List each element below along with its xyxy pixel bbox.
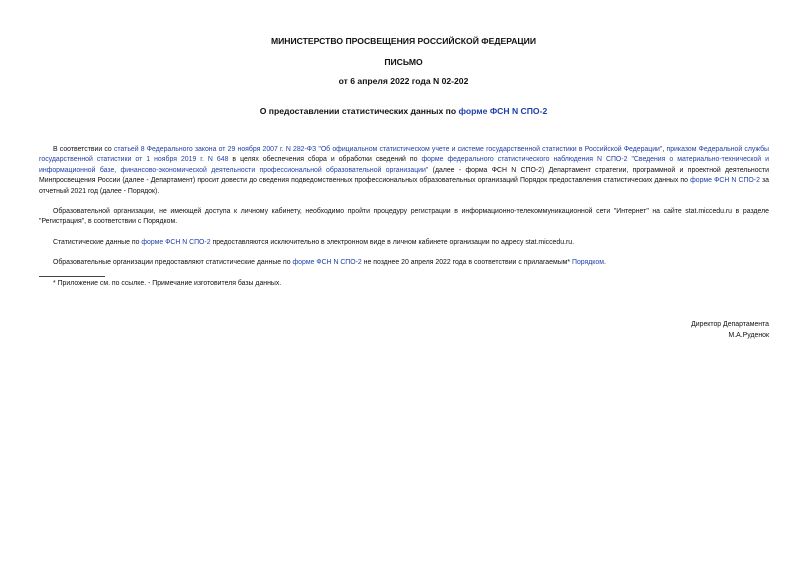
ministry-heading: МИНИСТЕРСТВО ПРОСВЕЩЕНИЯ РОССИЙСКОЙ ФЕДЕРАЦИИ: [270, 36, 537, 46]
signature-name: М.А.Руденок: [728, 332, 769, 339]
p3-text-2: предоставляются исключительно в электронном виде в личном кабинете организации по адресу stat.miccedu.ru.: [210, 239, 574, 246]
paragraph-1: [39, 145, 769, 197]
paragraph-3: [39, 238, 769, 248]
document-title: [0, 106, 807, 116]
signature-position: Директор Департамента: [691, 321, 769, 328]
procedure-link[interactable]: Порядком: [572, 259, 604, 266]
title-prefix: О предоставлении статистических данных по: [259, 106, 459, 116]
law-article-link[interactable]: статьей 8 Федерального закона от 29 ноября 2007 г. N 282-ФЗ "Об официальном статистическом учете и системе государственной статистики в Российской Федерации": [113, 146, 663, 153]
doc-type-heading: ПИСЬМО: [384, 57, 423, 67]
rosstat-order-link[interactable]: приказом Федеральной службы государственной статистики от 1 ноября 2019 г. N 648: [39, 146, 769, 164]
title-form-link[interactable]: форме ФСН N СПО-2: [458, 106, 548, 116]
form-spo2-link-2[interactable]: форме ФСН N СПО-2: [141, 239, 211, 246]
form-spo2-link-3[interactable]: форме ФСН N СПО-2: [292, 259, 362, 266]
p1-text-3: в целях обеспечения сбора и обработки сведений по: [228, 156, 422, 164]
p4-text-1: Образовательные организации предоставляют статистические данные по: [53, 259, 293, 266]
p1-text-1: В соответствии со: [53, 146, 114, 153]
p1-text-5: за отчетный 2021 год (далее - Порядок).: [39, 177, 770, 195]
p1-text-2: ,: [662, 146, 667, 153]
footnote-separator: [39, 276, 105, 277]
form-spo2-full-link[interactable]: форме федерального статистического наблюдения N СПО-2 "Сведения о материально-технической и информационной базе, финансово-экономической деятельности профессиональной образовательной организации": [39, 156, 769, 174]
paragraph-2: Образовательной организации, не имеющей доступа к личному кабинету, необходимо пройти процедуру регистрации в информационно-телекоммуникационной сети "Интернет" на сайте stat.miccedu.ru в разделе "Регистрация", в соответствии с Порядком.: [39, 208, 769, 226]
form-spo2-link-1[interactable]: форме ФСН N СПО-2: [690, 177, 760, 185]
p3-text-1: Статистические данные по: [53, 239, 142, 246]
footnote-text: * Приложение см. по ссылке. - Примечание изготовителя базы данных.: [53, 280, 282, 287]
date-number-heading: от 6 апреля 2022 года N 02-202: [338, 76, 469, 86]
p1-text-4: (далее - форма ФСН N СПО-2) Департамент стратегии, программной и проектной деятельности Минпросвещения России (далее - Департамент) просит довести до сведения подведомственных профессиональных образовательных организаций Порядок предоставления статистических данных по: [39, 166, 769, 185]
p4-text-2: не позднее 20 апреля 2022 года в соответствии с прилагаемым*: [361, 259, 572, 266]
p4-text-3: .: [603, 259, 606, 266]
paragraph-4: [39, 258, 769, 268]
